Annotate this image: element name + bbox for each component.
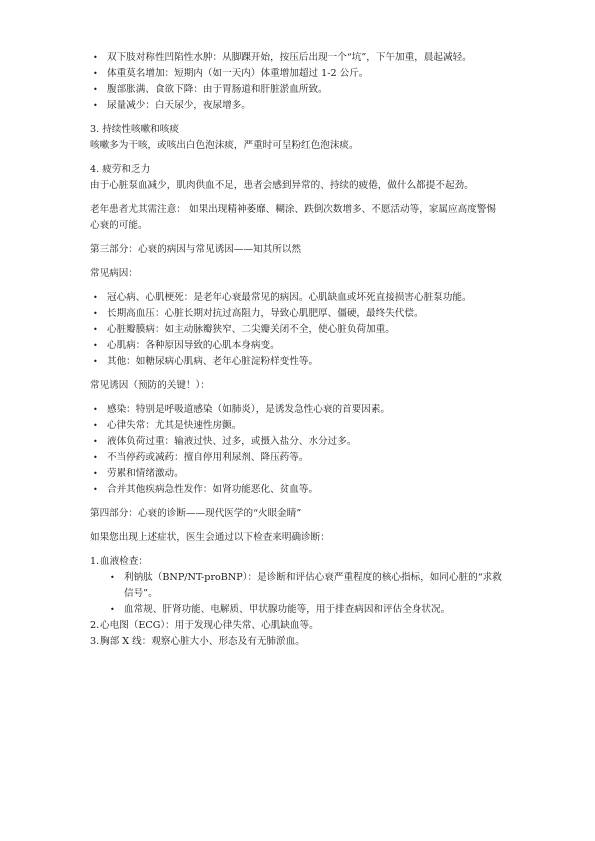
list-item: • 尿量减少：白天尿少，夜尿增多。 xyxy=(90,98,505,114)
list-item: • 心肌病：各种原因导致的心肌本身病变。 xyxy=(90,338,505,354)
list-item: • 心律失常：尤其是快速性房颤。 xyxy=(90,418,505,434)
diagnosis-item-label: 心电图（ECG）：用于发现心律失常、心肌缺血等。 xyxy=(100,620,319,631)
part3-title: 第三部分：心衰的病因与常见诱因——知其所以然 xyxy=(90,244,302,255)
diagnosis-item-label: 胸部 X 线：观察心脏大小、形态及有无肺淤血。 xyxy=(100,636,305,647)
list-item: • 冠心病、心肌梗死：是老年心衰最常见的病因。心肌缺血或坏死直接损害心脏泵功能。 xyxy=(90,290,505,306)
blood-test-sublist xyxy=(90,570,505,618)
list-item: • 劳累和情绪激动。 xyxy=(90,466,505,482)
list-item: • 体重莫名增加：短期内（如一天内）体重增加超过 1-2 公斤。 xyxy=(90,66,505,82)
list-item: • 液体负荷过重：输液过快、过多，或摄入盐分、水分过多。 xyxy=(90,434,505,450)
list-item: • 双下肢对称性凹陷性水肿：从脚踝开始，按压后出现一个“坑”，下午加重，晨起减轻。 xyxy=(90,50,505,66)
triggers-list xyxy=(90,402,505,498)
diagnosis-item-label: 血液检查： xyxy=(100,556,148,567)
causes-list xyxy=(90,290,505,370)
list-item: • 其他：如糖尿病心肌病、老年心脏淀粉样变性等。 xyxy=(90,354,505,370)
list-number: 3. xyxy=(90,636,100,647)
diagnosis-item-ecg xyxy=(90,618,505,634)
list-number: 2. xyxy=(90,620,100,631)
triggers-heading: 常见诱因（预防的关键！）： xyxy=(90,380,210,391)
list-item: • 不当停药或减药：擅自停用利尿剂、降压药等。 xyxy=(90,450,505,466)
list-item: • 血常规、肝肾功能、电解质、甲状腺功能等，用于排查病因和评估全身状况。 xyxy=(90,602,505,618)
list-item: • 感染：特别是呼吸道感染（如肺炎），是诱发急性心衰的首要因素。 xyxy=(90,402,505,418)
symptom-bullet-list xyxy=(90,50,505,114)
section-heading-fatigue: 4. 疲劳和乏力 xyxy=(90,164,151,175)
diagnosis-intro: 如果您出现上述症状，医生会通过以下检查来明确诊断： xyxy=(90,532,330,543)
list-item: • 利钠肽（BNP/NT-proBNP）：是诊断和评估心衰严重程度的核心指标，如同心脏的“求救信号”。 xyxy=(90,570,505,602)
list-item: • 腹部胀满、食欲下降：由于胃肠道和肝脏淤血所致。 xyxy=(90,82,505,98)
diagnosis-item-xray xyxy=(90,634,505,650)
causes-heading: 常见病因： xyxy=(90,268,138,279)
list-item: • 合并其他疾病急性发作：如肾功能恶化、贫血等。 xyxy=(90,482,505,498)
list-item: • 心脏瓣膜病：如主动脉瓣狭窄、二尖瓣关闭不全，使心脏负荷加重。 xyxy=(90,322,505,338)
elderly-note: 老年患者尤其需注意： 如果出现精神萎靡、糊涂、跌倒次数增多、不愿活动等，家属应高度警惕心衰的可能。 xyxy=(90,204,496,231)
section-heading-cough: 3. 持续性咳嗽和咳痰 xyxy=(90,124,179,135)
list-item: • 长期高血压：心脏长期对抗过高阻力，导致心肌肥厚、僵硬，最终失代偿。 xyxy=(90,306,505,322)
diagnosis-item-blood-test xyxy=(90,554,505,570)
list-number: 1. xyxy=(90,556,100,567)
part4-title: 第四部分：心衰的诊断——现代医学的“火眼金睛” xyxy=(90,508,302,519)
section-text-fatigue: 由于心脏泵血减少，肌肉供血不足，患者会感到异常的、持续的疲倦，做什么都提不起劲。 xyxy=(90,180,474,191)
section-text-cough: 咳嗽多为干咳，或咳出白色泡沫痰，严重时可呈粉红色泡沫痰。 xyxy=(90,140,359,151)
